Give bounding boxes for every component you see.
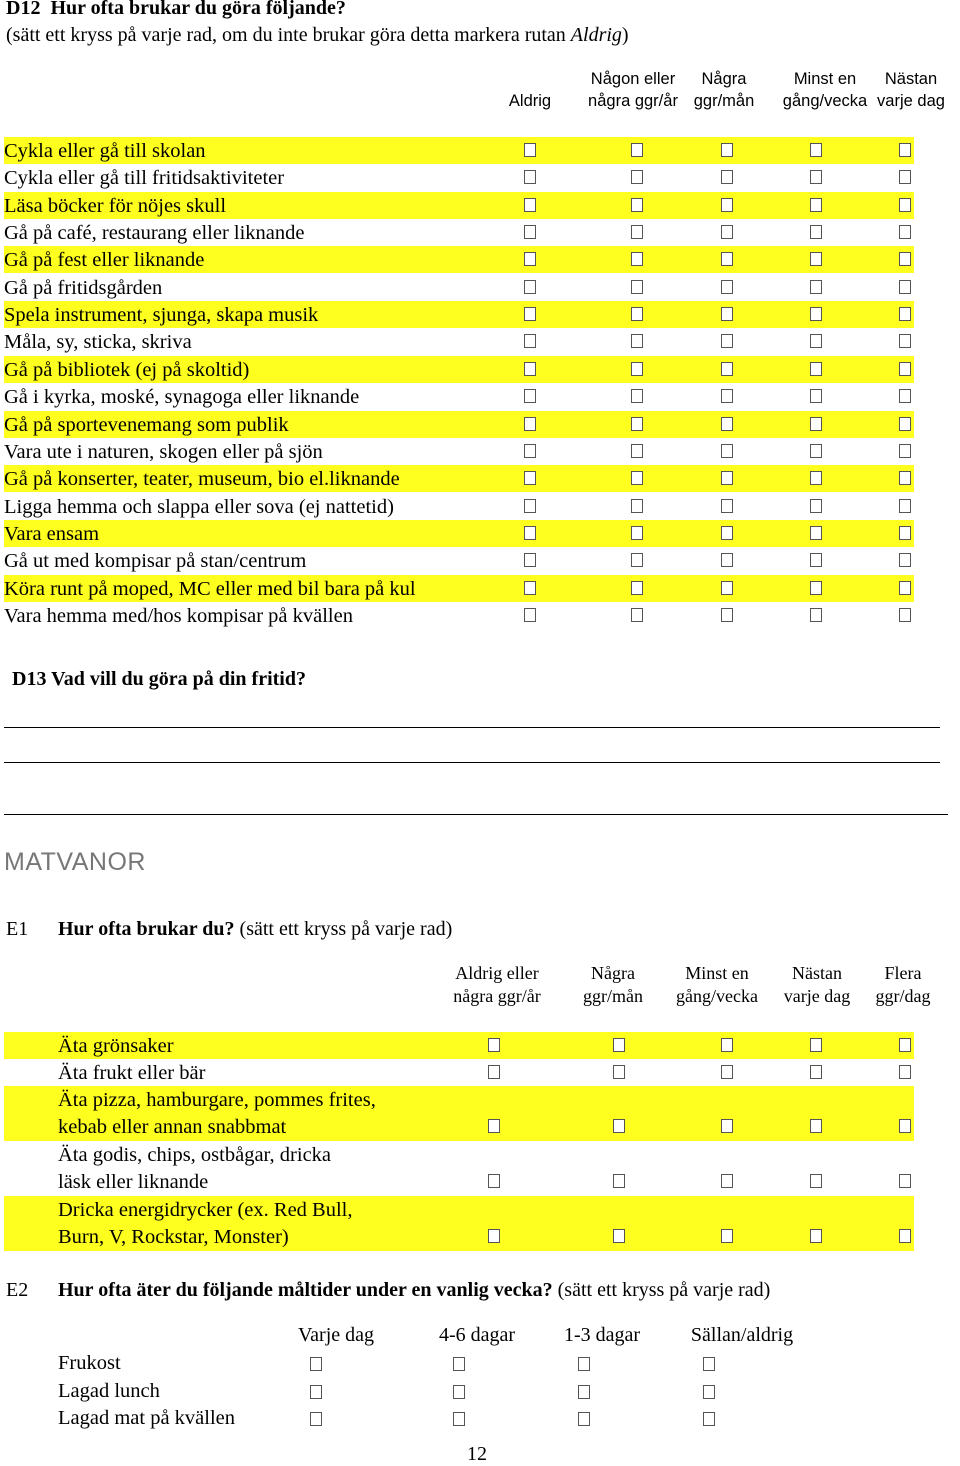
- checkbox[interactable]: [631, 608, 643, 622]
- checkbox[interactable]: [721, 225, 733, 239]
- checkbox[interactable]: [810, 334, 822, 348]
- row-label: Måla, sy, sticka, skriva: [4, 331, 192, 354]
- checkbox[interactable]: [721, 1065, 733, 1079]
- column-header-line-2: några ggr/år: [453, 986, 541, 1006]
- checkbox[interactable]: [721, 1174, 733, 1188]
- checkbox[interactable]: [524, 526, 536, 540]
- checkbox[interactable]: [810, 362, 822, 376]
- checkbox[interactable]: [453, 1385, 465, 1399]
- checkbox[interactable]: [721, 553, 733, 567]
- column-header-line-1: Några: [701, 70, 747, 88]
- checkbox[interactable]: [810, 1229, 822, 1243]
- row-label: Gå på konserter, teater, museum, bio el.liknande: [4, 468, 400, 491]
- e1-column-header: [843, 962, 960, 1008]
- row-label: Cykla eller gå till fritidsaktiviteter: [4, 167, 285, 190]
- checkbox[interactable]: [524, 444, 536, 458]
- d12-title: Hur ofta brukar du göra följande?: [50, 0, 346, 19]
- checkbox[interactable]: [899, 1065, 911, 1079]
- checkbox[interactable]: [721, 307, 733, 321]
- checkbox[interactable]: [310, 1412, 322, 1426]
- row-label: Cykla eller gå till skolan: [4, 140, 206, 162]
- row-label-line-2: läsk eller liknande: [58, 1171, 209, 1193]
- table-row: [4, 1086, 914, 1141]
- checkbox[interactable]: [810, 389, 822, 403]
- table-row: [4, 137, 914, 164]
- row-label-line-1: Äta godis, chips, ostbågar, dricka: [58, 1144, 332, 1166]
- checkbox[interactable]: [899, 553, 911, 567]
- checkbox[interactable]: [721, 499, 733, 513]
- e1-heading: [58, 918, 452, 941]
- checkbox[interactable]: [703, 1412, 715, 1426]
- checkbox[interactable]: [810, 444, 822, 458]
- checkbox[interactable]: [488, 1174, 500, 1188]
- column-header-line-2: ggr/mån: [693, 92, 755, 110]
- checkbox[interactable]: [899, 252, 911, 266]
- table-row: [4, 274, 914, 301]
- checkbox[interactable]: [631, 225, 643, 239]
- checkbox[interactable]: [524, 362, 536, 376]
- table-row: [4, 1141, 914, 1196]
- row-label-line-1: Dricka energidrycker (ex. Red Bull,: [58, 1199, 353, 1221]
- e1-title: Hur ofta brukar du?: [58, 918, 235, 940]
- table-row: [4, 465, 914, 492]
- checkbox[interactable]: [721, 1038, 733, 1052]
- checkbox[interactable]: [488, 1229, 500, 1243]
- row-label: Spela instrument, sjunga, skapa musik: [4, 304, 319, 327]
- checkbox[interactable]: [613, 1119, 625, 1133]
- checkbox[interactable]: [524, 471, 536, 485]
- column-header-line-2: ggr/mån: [583, 986, 643, 1006]
- checkbox[interactable]: [578, 1412, 590, 1426]
- checkbox[interactable]: [810, 581, 822, 595]
- checkbox[interactable]: [899, 307, 911, 321]
- e2-column-header: 4-6 dagar: [438, 1324, 516, 1346]
- checkbox[interactable]: [721, 143, 733, 157]
- checkbox[interactable]: [721, 334, 733, 348]
- table-row: [4, 246, 914, 273]
- checkbox[interactable]: [631, 170, 643, 184]
- d12-instruction: (sätt ett kryss på varje rad, om du inte brukar göra detta markera rutan Aldrig): [6, 24, 629, 46]
- section-title: MATVANOR: [4, 848, 146, 876]
- column-header-line-1: Flera: [884, 963, 922, 983]
- column-header-line-1: Nästan: [884, 70, 938, 88]
- row-label: Vara ensam: [4, 522, 100, 545]
- checkbox[interactable]: [631, 526, 643, 540]
- checkbox[interactable]: [899, 280, 911, 294]
- checkbox[interactable]: [899, 1229, 911, 1243]
- table-row: [4, 301, 914, 328]
- column-header-line-2: varje dag: [783, 986, 851, 1006]
- row-label: Vara ute i naturen, skogen eller på sjön: [4, 440, 323, 463]
- checkbox[interactable]: [524, 170, 536, 184]
- checkbox[interactable]: [899, 389, 911, 403]
- row-label: Köra runt på moped, MC eller med bil bara på kul: [4, 577, 416, 600]
- checkbox[interactable]: [899, 362, 911, 376]
- checkbox[interactable]: [899, 1174, 911, 1188]
- checkbox[interactable]: [899, 417, 911, 431]
- e1-number: E1: [6, 918, 29, 940]
- checkbox[interactable]: [524, 389, 536, 403]
- checkbox[interactable]: [310, 1385, 322, 1399]
- e2-number: E2: [6, 1279, 29, 1301]
- checkbox[interactable]: [810, 471, 822, 485]
- table-row: [4, 493, 914, 520]
- checkbox[interactable]: [310, 1357, 322, 1371]
- table-row: [4, 164, 914, 191]
- d13-heading: [12, 668, 306, 691]
- checkbox[interactable]: [810, 1174, 822, 1188]
- checkbox[interactable]: [524, 608, 536, 622]
- checkbox[interactable]: [631, 252, 643, 266]
- answer-line-3[interactable]: [4, 814, 948, 815]
- checkbox[interactable]: [721, 471, 733, 485]
- table-row: [4, 602, 914, 629]
- checkbox[interactable]: [631, 280, 643, 294]
- checkbox[interactable]: [810, 417, 822, 431]
- table-row: [4, 1032, 914, 1059]
- meal-row-label: Lagad lunch: [58, 1379, 160, 1402]
- checkbox[interactable]: [631, 553, 643, 567]
- column-header-line-1: [470, 68, 590, 90]
- checkbox[interactable]: [721, 581, 733, 595]
- column-header-line-1: Nästan: [792, 963, 842, 983]
- checkbox[interactable]: [721, 170, 733, 184]
- checkbox[interactable]: [810, 1119, 822, 1133]
- row-label: [58, 1033, 174, 1060]
- page-number: 12: [467, 1443, 487, 1465]
- checkbox[interactable]: [899, 471, 911, 485]
- checkbox[interactable]: [524, 143, 536, 157]
- checkbox[interactable]: [810, 1065, 822, 1079]
- checkbox[interactable]: [810, 526, 822, 540]
- checkbox[interactable]: [810, 170, 822, 184]
- row-label: [58, 1087, 376, 1141]
- checkbox[interactable]: [810, 252, 822, 266]
- checkbox[interactable]: [721, 417, 733, 431]
- checkbox[interactable]: [899, 1119, 911, 1133]
- checkbox[interactable]: [524, 198, 536, 212]
- row-label: Läsa böcker för nöjes skull: [4, 194, 227, 217]
- checkbox[interactable]: [899, 581, 911, 595]
- checkbox[interactable]: [631, 581, 643, 595]
- answer-line-2[interactable]: [4, 762, 940, 763]
- checkbox[interactable]: [524, 252, 536, 266]
- e2-heading: [58, 1279, 770, 1302]
- row-label: Gå på bibliotek (ej på skoltid): [4, 358, 250, 381]
- checkbox[interactable]: [613, 1038, 625, 1052]
- checkbox[interactable]: [721, 198, 733, 212]
- column-header-line-1: Minst en: [685, 963, 749, 983]
- row-label-line-1: Äta frukt eller bär: [58, 1062, 206, 1084]
- row-label: [58, 1060, 205, 1087]
- checkbox[interactable]: [810, 225, 822, 239]
- row-label: [58, 1142, 331, 1196]
- column-header-line-2: gång/vecka: [782, 92, 868, 110]
- table-row: [4, 438, 914, 465]
- row-label-line-2: Burn, V, Rockstar, Monster): [58, 1226, 289, 1248]
- checkbox[interactable]: [524, 499, 536, 513]
- checkbox[interactable]: [524, 280, 536, 294]
- checkbox[interactable]: [721, 252, 733, 266]
- row-label: Gå på fritidsgården: [4, 276, 163, 299]
- checkbox[interactable]: [721, 280, 733, 294]
- d12-column-header: [470, 68, 590, 112]
- meal-row-label: Frukost: [58, 1352, 121, 1374]
- checkbox[interactable]: [721, 526, 733, 540]
- checkbox[interactable]: [578, 1385, 590, 1399]
- checkbox[interactable]: [631, 307, 643, 321]
- checkbox[interactable]: [613, 1065, 625, 1079]
- checkbox[interactable]: [524, 581, 536, 595]
- checkbox[interactable]: [810, 198, 822, 212]
- answer-line-1[interactable]: [4, 727, 940, 728]
- e2-column-header: 1-3 dagar: [563, 1324, 641, 1346]
- e1-instruction: (sätt ett kryss på varje rad): [239, 918, 453, 940]
- row-label: Gå ut med kompisar på stan/centrum: [4, 550, 307, 573]
- row-label: Ligga hemma och slappa eller sova (ej nattetid): [4, 495, 394, 518]
- checkbox[interactable]: [899, 444, 911, 458]
- column-header-line-1: Minst en: [793, 70, 857, 88]
- checkbox[interactable]: [899, 608, 911, 622]
- d12-column-header: [851, 68, 960, 112]
- row-label: Vara hemma med/hos kompisar på kvällen: [4, 604, 353, 627]
- checkbox[interactable]: [810, 608, 822, 622]
- checkbox[interactable]: [488, 1038, 500, 1052]
- row-label: Gå på café, restaurang eller liknande: [4, 222, 305, 245]
- checkbox[interactable]: [721, 389, 733, 403]
- table-row: [4, 328, 914, 355]
- row-label-line-1: Äta grönsaker: [58, 1035, 174, 1057]
- checkbox[interactable]: [899, 334, 911, 348]
- checkbox[interactable]: [453, 1412, 465, 1426]
- table-row: [4, 192, 914, 219]
- table-row: [4, 520, 914, 547]
- checkbox[interactable]: [631, 143, 643, 157]
- row-label: Gå på fest eller liknande: [4, 249, 205, 272]
- checkbox[interactable]: [631, 198, 643, 212]
- table-row: [4, 219, 914, 246]
- checkbox[interactable]: [631, 444, 643, 458]
- e2-column-header: Varje dag: [297, 1324, 375, 1346]
- checkbox[interactable]: [810, 553, 822, 567]
- checkbox[interactable]: [899, 225, 911, 239]
- checkbox[interactable]: [578, 1357, 590, 1371]
- checkbox[interactable]: [703, 1357, 715, 1371]
- table-row: [4, 547, 914, 574]
- e2-title: Hur ofta äter du följande måltider under en vanlig vecka?: [58, 1279, 553, 1301]
- d12-heading: [6, 0, 346, 20]
- checkbox[interactable]: [488, 1119, 500, 1133]
- checkbox[interactable]: [631, 389, 643, 403]
- column-header-line-1: Aldrig eller: [455, 963, 539, 983]
- row-label: [58, 1197, 353, 1251]
- checkbox[interactable]: [721, 1119, 733, 1133]
- checkbox[interactable]: [613, 1229, 625, 1243]
- table-row: [4, 575, 914, 602]
- checkbox[interactable]: [899, 526, 911, 540]
- checkbox[interactable]: [631, 499, 643, 513]
- d13-number: D13: [12, 668, 47, 690]
- table-row: [4, 383, 914, 410]
- checkbox[interactable]: [453, 1357, 465, 1371]
- checkbox[interactable]: [810, 1038, 822, 1052]
- checkbox[interactable]: [899, 499, 911, 513]
- column-header-line-2: gång/vecka: [676, 986, 758, 1006]
- checkbox[interactable]: [899, 1038, 911, 1052]
- table-row: [4, 1059, 914, 1086]
- checkbox[interactable]: [524, 307, 536, 321]
- d13-title: Vad vill du göra på din fritid?: [51, 668, 306, 690]
- column-header-line-2: några ggr/år: [588, 92, 678, 110]
- table-row: [4, 411, 914, 438]
- row-label-line-2: kebab eller annan snabbmat: [58, 1116, 287, 1138]
- e2-instruction: (sätt ett kryss på varje rad): [557, 1279, 771, 1301]
- checkbox[interactable]: [488, 1065, 500, 1079]
- d12-number: D12: [6, 0, 41, 19]
- checkbox[interactable]: [613, 1174, 625, 1188]
- table-row: [4, 356, 914, 383]
- column-header-line-2: Aldrig: [508, 92, 552, 110]
- meal-row-label: Lagad mat på kvällen: [58, 1407, 236, 1429]
- checkbox[interactable]: [721, 444, 733, 458]
- checkbox[interactable]: [810, 280, 822, 294]
- row-label: Gå i kyrka, moské, synagoga eller liknande: [4, 386, 360, 409]
- checkbox[interactable]: [721, 362, 733, 376]
- column-header-line-1: Någon eller: [590, 70, 676, 88]
- checkbox[interactable]: [524, 553, 536, 567]
- checkbox[interactable]: [899, 198, 911, 212]
- checkbox[interactable]: [899, 170, 911, 184]
- checkbox[interactable]: [810, 499, 822, 513]
- checkbox[interactable]: [524, 334, 536, 348]
- e2-column-header: Sällan/aldrig: [690, 1324, 794, 1346]
- checkbox[interactable]: [631, 471, 643, 485]
- row-label: Gå på sportevenemang som publik: [4, 413, 289, 436]
- e1-column-header: [553, 962, 673, 1008]
- e1-column-header: [437, 962, 557, 1008]
- checkbox[interactable]: [631, 334, 643, 348]
- checkbox[interactable]: [703, 1385, 715, 1399]
- column-header-line-1: Några: [591, 963, 635, 983]
- checkbox[interactable]: [631, 362, 643, 376]
- column-header-line-2: ggr/dag: [875, 986, 931, 1006]
- checkbox[interactable]: [810, 307, 822, 321]
- row-label-line-1: Äta pizza, hamburgare, pommes frites,: [58, 1089, 376, 1111]
- checkbox[interactable]: [631, 417, 643, 431]
- checkbox[interactable]: [899, 143, 911, 157]
- checkbox[interactable]: [721, 1229, 733, 1243]
- checkbox[interactable]: [721, 608, 733, 622]
- column-header-line-2: varje dag: [877, 92, 945, 110]
- checkbox[interactable]: [810, 143, 822, 157]
- checkbox[interactable]: [524, 225, 536, 239]
- checkbox[interactable]: [524, 417, 536, 431]
- table-row: [4, 1196, 914, 1251]
